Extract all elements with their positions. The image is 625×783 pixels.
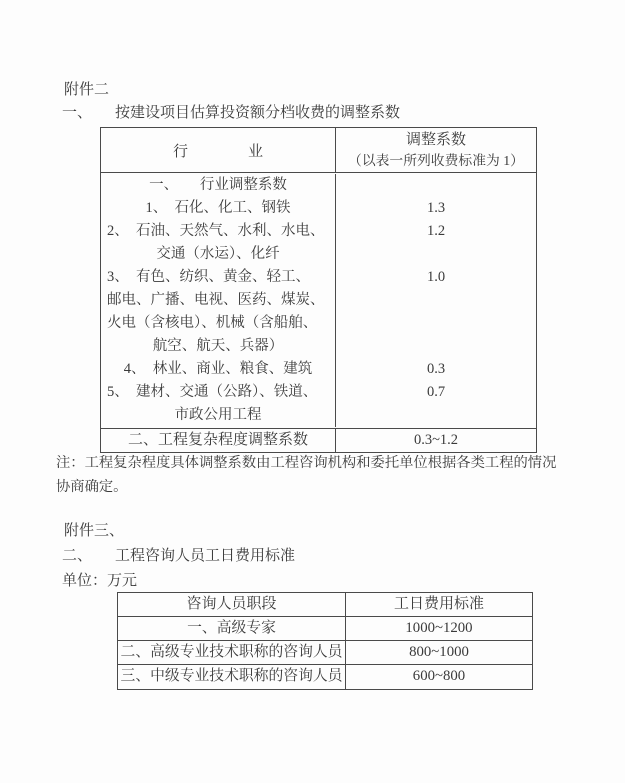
section-2-heading: [62, 544, 295, 565]
industry-line: 2、 石油、天然气、水利、水电、: [107, 223, 325, 239]
fee-role-header: 咨询人员职段: [118, 593, 346, 616]
coefficient-value: 1.3: [426, 200, 446, 216]
coefficient-value: 0.7: [426, 384, 446, 400]
section-1-number: 一、: [62, 105, 93, 121]
table-row: [101, 381, 536, 427]
table-row: [101, 174, 536, 197]
coefficient-header-line2: （以表一所列收费标准为 1）: [348, 153, 524, 168]
industry-header-cell: 行 业: [101, 128, 336, 172]
complexity-coefficient-row: [101, 428, 536, 452]
industry-line: 市政公用工程: [174, 407, 262, 423]
table-row: [101, 266, 536, 358]
section-2-title: 工程咨询人员工日费用标准: [115, 548, 296, 564]
coefficient-value: 0.3: [426, 361, 446, 377]
unit-label: 单位：万元: [62, 573, 138, 589]
coefficient-value: [336, 174, 536, 197]
section-1-heading: [62, 101, 400, 122]
adjustment-coefficient-table: [100, 127, 537, 453]
industry-line: 3、 有色、纺织、黄金、轻工、: [107, 269, 310, 285]
coefficient-header-cell: [336, 128, 536, 172]
note-line-1: 注：工程复杂程度具体调整系数由工程咨询机构和委托单位根据各类工程的情况: [56, 455, 557, 471]
fee-value: 600~800: [412, 668, 466, 684]
fee-role: 一、高级专家: [118, 617, 346, 640]
table1-body: [101, 173, 536, 428]
fee-value: 1000~1200: [405, 620, 473, 636]
fee-standard-header: 工日费用标准: [393, 596, 484, 612]
fee-row: [118, 641, 532, 665]
industry-line: 邮电、广播、电视、医药、煤炭、: [107, 292, 325, 308]
coefficient-value: 1.0: [426, 269, 446, 285]
fee-role: 三、中级专业技术职称的咨询人员: [118, 665, 346, 689]
attachment-3-label: 附件三、: [64, 523, 125, 539]
industry-line: 4、 林业、商业、粮食、建筑: [123, 361, 313, 377]
fee-row: [118, 665, 532, 689]
attachment-2-label: 附件二: [64, 82, 110, 98]
table-note: [56, 452, 556, 499]
coefficient-header-line1: 调整系数: [405, 132, 466, 148]
coefficient-value: 1.2: [426, 223, 446, 239]
fee-row: [118, 617, 532, 641]
section-1-title: 按建设项目估算投资额分档收费的调整系数: [115, 105, 401, 121]
industry-line: 一、 行业调整系数: [149, 177, 287, 193]
industry-line: 5、 建材、交通（公路）、铁道、: [107, 384, 318, 400]
note-line-2: 协商确定。: [56, 478, 128, 495]
table-row: [101, 197, 536, 220]
table-row: [101, 358, 536, 381]
fee-table-header-row: [118, 593, 532, 617]
industry-line: 火电（含核电）、机械（含船舶、: [107, 315, 318, 331]
fee-role: 二、高级专业技术职称的咨询人员: [118, 641, 346, 664]
industry-line: 1、 石化、化工、钢铁: [145, 200, 291, 216]
table-row: [101, 220, 536, 266]
industry-line: 航空、航天、兵器）: [152, 338, 284, 354]
daily-fee-table: [117, 592, 533, 690]
complexity-label: 二、工程复杂程度调整系数: [101, 429, 336, 452]
fee-value: 800~1000: [409, 644, 469, 660]
complexity-value: 0.3~1.2: [413, 432, 459, 448]
table1-header-row: [101, 128, 536, 173]
industry-line: 交通（水运）、化纤: [156, 246, 280, 262]
section-2-number: 二、: [62, 548, 93, 564]
